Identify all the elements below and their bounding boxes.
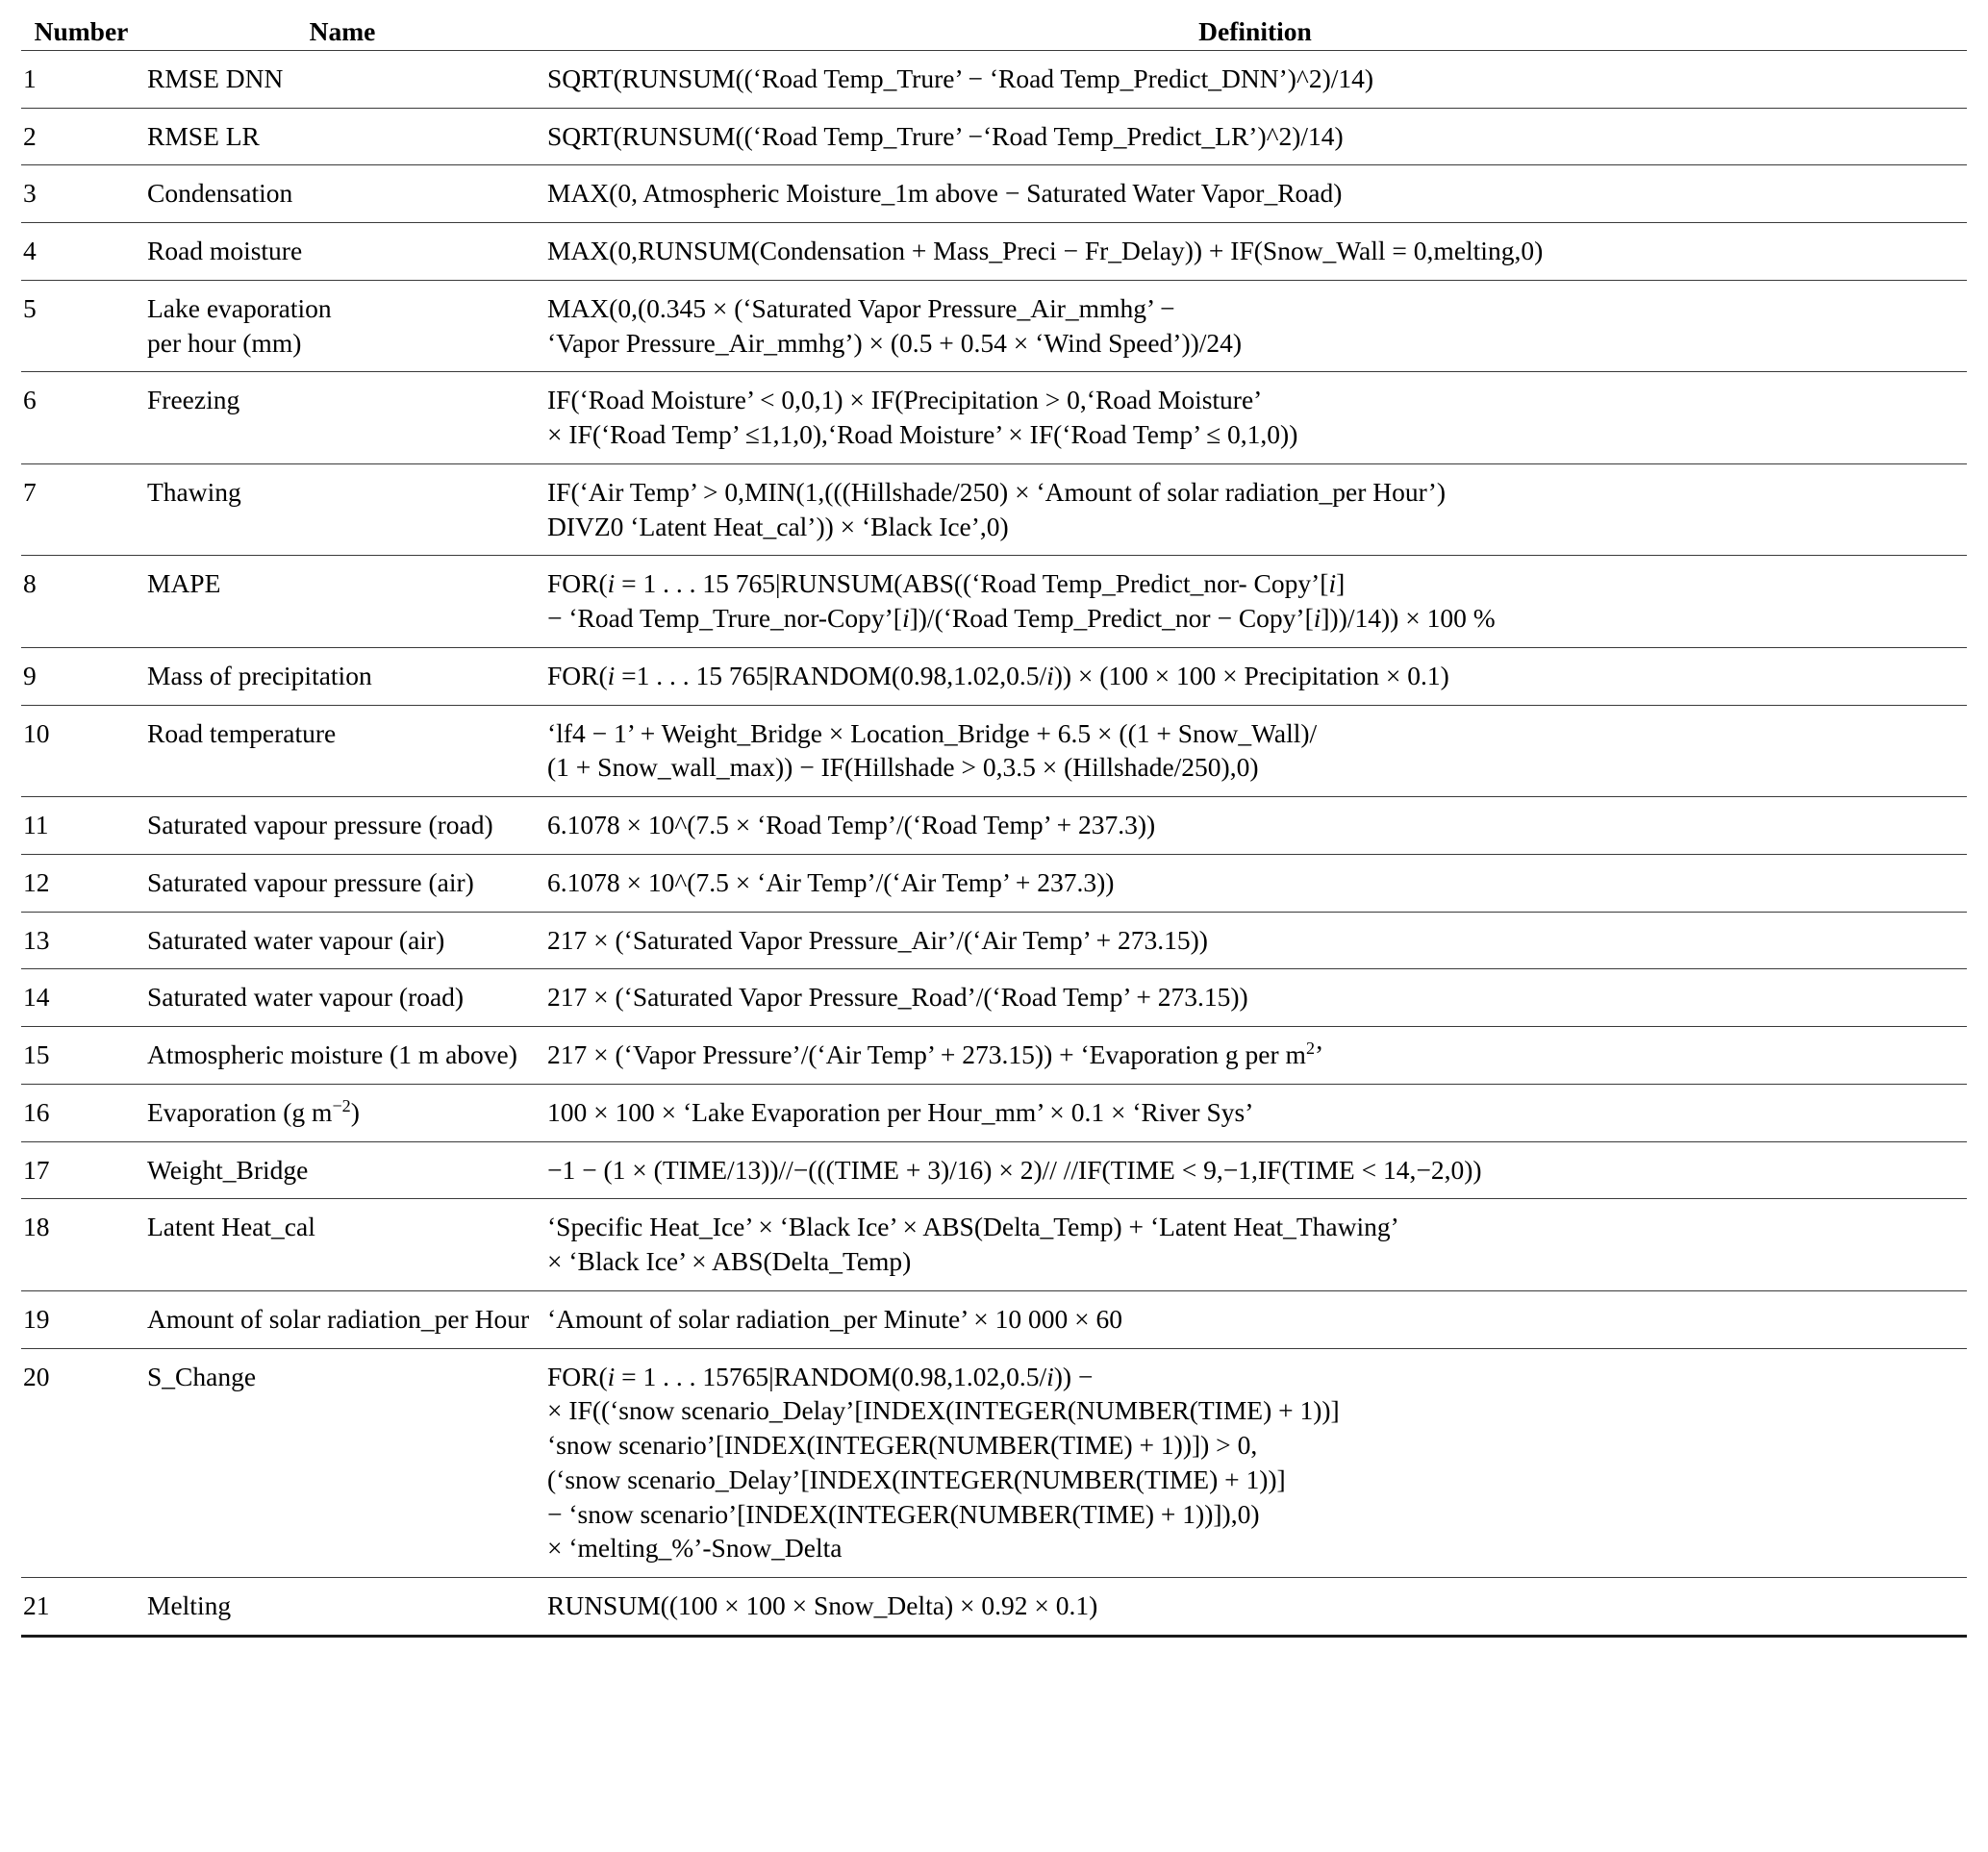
- table-row: [21, 223, 1967, 281]
- cell-definition: [543, 705, 1967, 797]
- cell-name: [141, 50, 543, 108]
- cell-definition-line: (‘snow scenario_Delay’[INDEX(INTEGER(NUMBER(TIME) + 1))]: [547, 1464, 1286, 1494]
- cell-definition-line: 100 × 100 × ‘Lake Evaporation per Hour_mm’ × 0.1 × ‘River Sys’: [547, 1096, 1254, 1127]
- cell-definition: [543, 1027, 1967, 1085]
- cell-name-line: Saturated vapour pressure (road): [147, 810, 493, 839]
- table-row: [21, 912, 1967, 969]
- cell-name-line: Amount of solar radiation_per Hour: [147, 1303, 530, 1334]
- cell-number: 12: [21, 854, 141, 912]
- cell-definition: [543, 165, 1967, 223]
- cell-name: [141, 463, 543, 556]
- cell-name-line: Weight_Bridge: [147, 1154, 309, 1185]
- cell-definition-line: RUNSUM((100 × 100 × Snow_Delta) × 0.92 × 0.1): [547, 1590, 1098, 1620]
- cell-number: 11: [21, 797, 141, 855]
- cell-definition: [543, 1141, 1967, 1199]
- cell-definition-line: ‘Vapor Pressure_Air_mmhg’) × (0.5 + 0.54 × ‘Wind Speed’))/24): [547, 327, 1243, 358]
- cell-number: 13: [21, 912, 141, 969]
- cell-definition: [543, 1578, 1967, 1637]
- cell-definition: [543, 108, 1967, 165]
- table-row: [21, 854, 1967, 912]
- column-header-number: Number: [34, 16, 129, 46]
- cell-number: 17: [21, 1141, 141, 1199]
- cell-name: [141, 1290, 543, 1348]
- cell-name: [141, 556, 543, 648]
- cell-number: 2: [21, 108, 141, 165]
- table-row: [21, 50, 1967, 108]
- cell-definition-line: −1 − (1 × (TIME/13))//−(((TIME + 3)/16) × 2)// //IF(TIME < 9,−1,IF(TIME < 14,−2,0)): [547, 1154, 1482, 1185]
- cell-definition-line: 217 × (‘Saturated Vapor Pressure_Road’/(‘Road Temp’ + 273.15)): [547, 982, 1248, 1013]
- cell-name: [141, 854, 543, 912]
- cell-definition-line: SQRT(RUNSUM((‘Road Temp_Trure’ − ‘Road Temp_Predict_DNN’)^2)/14): [547, 63, 1374, 93]
- cell-number: 7: [21, 463, 141, 556]
- cell-name: [141, 1084, 543, 1141]
- cell-number: 1: [21, 50, 141, 108]
- cell-definition-line: − ‘Road Temp_Trure_nor-Copy’[i])/(‘Road Temp_Predict_nor − Copy’[i]))/14)) × 100 %: [547, 603, 1496, 633]
- cell-definition: [543, 372, 1967, 464]
- column-header-name: Name: [309, 16, 376, 46]
- table-header-row: [21, 13, 1967, 50]
- cell-name-line: Saturated vapour pressure (air): [147, 866, 474, 897]
- cell-name: [141, 108, 543, 165]
- table-row: [21, 797, 1967, 855]
- cell-definition-line: FOR(i = 1 . . . 15765|RANDOM(0.98,1.02,0.5/i)) −: [547, 1361, 1094, 1391]
- cell-name-line: Atmospheric moisture (1 m above): [147, 1039, 517, 1069]
- table-row: [21, 165, 1967, 223]
- table-row: [21, 1027, 1967, 1085]
- cell-name: [141, 1578, 543, 1637]
- cell-definition-line: − ‘snow scenario’[INDEX(INTEGER(NUMBER(TIME) + 1))]),0): [547, 1498, 1260, 1529]
- cell-definition-line: ‘Specific Heat_Ice’ × ‘Black Ice’ × ABS(Delta_Temp) + ‘Latent Heat_Thawing’: [547, 1212, 1399, 1242]
- cell-definition: [543, 854, 1967, 912]
- cell-name: [141, 797, 543, 855]
- cell-number: 15: [21, 1027, 141, 1085]
- cell-definition-line: MAX(0,(0.345 × (‘Saturated Vapor Pressure_Air_mmhg’ −: [547, 292, 1175, 323]
- cell-definition-line: 6.1078 × 10^(7.5 × ‘Road Temp’/(‘Road Temp’ + 237.3)): [547, 810, 1156, 839]
- definitions-table: [21, 13, 1967, 1638]
- cell-name: [141, 1141, 543, 1199]
- cell-definition: [543, 969, 1967, 1027]
- table-row: [21, 1348, 1967, 1578]
- cell-definition: [543, 1199, 1967, 1291]
- table-row: [21, 1141, 1967, 1199]
- cell-definition: [543, 1084, 1967, 1141]
- table-row: [21, 556, 1967, 648]
- cell-name: [141, 223, 543, 281]
- cell-name: [141, 1027, 543, 1085]
- cell-name-line: RMSE LR: [147, 120, 260, 151]
- cell-definition: [543, 463, 1967, 556]
- cell-definition-line: × ‘Black Ice’ × ABS(Delta_Temp): [547, 1246, 912, 1276]
- cell-name-line: Freezing: [147, 385, 240, 415]
- column-header-definition: Definition: [1198, 16, 1312, 46]
- cell-number: 19: [21, 1290, 141, 1348]
- cell-name: [141, 372, 543, 464]
- cell-name-line: Melting: [147, 1590, 232, 1620]
- cell-name-line: Saturated water vapour (air): [147, 924, 445, 955]
- cell-name: [141, 647, 543, 705]
- cell-definition: [543, 1348, 1967, 1578]
- cell-definition: [543, 1290, 1967, 1348]
- cell-definition-line: IF(‘Road Moisture’ < 0,0,1) × IF(Precipitation > 0,‘Road Moisture’: [547, 385, 1263, 415]
- cell-number: 21: [21, 1578, 141, 1637]
- cell-definition-line: MAX(0, Atmospheric Moisture_1m above − Saturated Water Vapor_Road): [547, 178, 1343, 209]
- cell-name-line: Lake evaporation: [147, 292, 332, 323]
- cell-name: [141, 1348, 543, 1578]
- cell-name-line: per hour (mm): [147, 327, 302, 358]
- cell-name-line: MAPE: [147, 568, 221, 599]
- cell-definition: [543, 50, 1967, 108]
- table-row: [21, 705, 1967, 797]
- cell-definition-line: 217 × (‘Vapor Pressure’/(‘Air Temp’ + 273.15)) + ‘Evaporation g per $m^2$’: [547, 1038, 1324, 1069]
- cell-number: 14: [21, 969, 141, 1027]
- cell-number: 16: [21, 1084, 141, 1141]
- cell-name: [141, 912, 543, 969]
- cell-number: 9: [21, 647, 141, 705]
- table-row: [21, 647, 1967, 705]
- table-row: [21, 108, 1967, 165]
- cell-definition-line: SQRT(RUNSUM((‘Road Temp_Trure’ −‘Road Temp_Predict_LR’)^2)/14): [547, 120, 1344, 151]
- cell-definition-line: DIVZ0 ‘Latent Heat_cal’)) × ‘Black Ice’,0): [547, 511, 1009, 541]
- cell-name-line: Road temperature: [147, 717, 337, 748]
- cell-definition-line: 6.1078 × 10^(7.5 × ‘Air Temp’/(‘Air Temp’ + 237.3)): [547, 866, 1115, 897]
- cell-definition-line: ‘Amount of solar radiation_per Minute’ × 10 000 × 60: [547, 1303, 1122, 1334]
- cell-definition-line: FOR(i =1 . . . 15 765|RANDOM(0.98,1.02,0.5/i)) × (100 × 100 × Precipitation × 0.1): [547, 660, 1449, 690]
- table-row: [21, 969, 1967, 1027]
- cell-name: [141, 280, 543, 372]
- cell-number: 18: [21, 1199, 141, 1291]
- cell-definition-line: MAX(0,RUNSUM(Condensation + Mass_Preci − Fr_Delay)) + IF(Snow_Wall = 0,melting,0): [547, 236, 1544, 265]
- cell-name: [141, 969, 543, 1027]
- cell-definition: [543, 912, 1967, 969]
- table-row: [21, 1084, 1967, 1141]
- cell-definition-line: × ‘melting_%’-Snow_Delta: [547, 1533, 843, 1564]
- cell-definition-line: IF(‘Air Temp’ > 0,MIN(1,(((Hillshade/250) × ‘Amount of solar radiation_per Hour’): [547, 476, 1447, 507]
- cell-definition-line: FOR(i = 1 . . . 15 765|RUNSUM(ABS((‘Road Temp_Predict_nor- Copy’[i]: [547, 568, 1346, 599]
- table-row: [21, 372, 1967, 464]
- cell-number: 20: [21, 1348, 141, 1578]
- cell-definition: [543, 280, 1967, 372]
- cell-name: [141, 705, 543, 797]
- cell-name-line: S_Change: [147, 1361, 257, 1391]
- cell-name-line: Road moisture: [147, 236, 303, 265]
- cell-name: [141, 165, 543, 223]
- cell-definition: [543, 647, 1967, 705]
- cell-definition-line: ‘snow scenario’[INDEX(INTEGER(NUMBER(TIME) + 1))]) > 0,: [547, 1430, 1258, 1460]
- cell-name-line: Condensation: [147, 178, 293, 209]
- cell-definition: [543, 556, 1967, 648]
- cell-number: 8: [21, 556, 141, 648]
- cell-definition-line: × IF((‘snow scenario_Delay’[INDEX(INTEGER(NUMBER(TIME) + 1))]: [547, 1395, 1340, 1426]
- cell-number: 5: [21, 280, 141, 372]
- table-row: [21, 463, 1967, 556]
- cell-number: 10: [21, 705, 141, 797]
- cell-name-line: Thawing: [147, 476, 241, 507]
- cell-name-line: Evaporation (g $m^{-2}$): [147, 1095, 360, 1127]
- table-bottom-rule: [21, 1636, 1967, 1638]
- table-row: [21, 1199, 1967, 1291]
- table-row: [21, 1290, 1967, 1348]
- cell-name-line: Mass of precipitation: [147, 660, 372, 690]
- cell-name-line: Saturated water vapour (road): [147, 982, 465, 1013]
- cell-definition: [543, 797, 1967, 855]
- cell-definition-line: (1 + Snow_wall_max)) − IF(Hillshade > 0,3.5 × (Hillshade/250),0): [547, 752, 1259, 783]
- cell-definition-line: × IF(‘Road Temp’ ≤1,1,0),‘Road Moisture’ × IF(‘Road Temp’ ≤ 0,1,0)): [547, 419, 1298, 449]
- cell-definition: [543, 223, 1967, 281]
- cell-number: 4: [21, 223, 141, 281]
- cell-name-line: Latent Heat_cal: [147, 1212, 315, 1242]
- table-row: [21, 1578, 1967, 1637]
- cell-definition-line: ‘lf4 − 1’ + Weight_Bridge × Location_Bridge + 6.5 × ((1 + Snow_Wall)/: [547, 717, 1318, 748]
- cell-name: [141, 1199, 543, 1291]
- table-row: [21, 280, 1967, 372]
- cell-name-line: RMSE DNN: [147, 63, 284, 93]
- cell-number: 3: [21, 165, 141, 223]
- cell-number: 6: [21, 372, 141, 464]
- cell-definition-line: 217 × (‘Saturated Vapor Pressure_Air’/(‘Air Temp’ + 273.15)): [547, 924, 1208, 955]
